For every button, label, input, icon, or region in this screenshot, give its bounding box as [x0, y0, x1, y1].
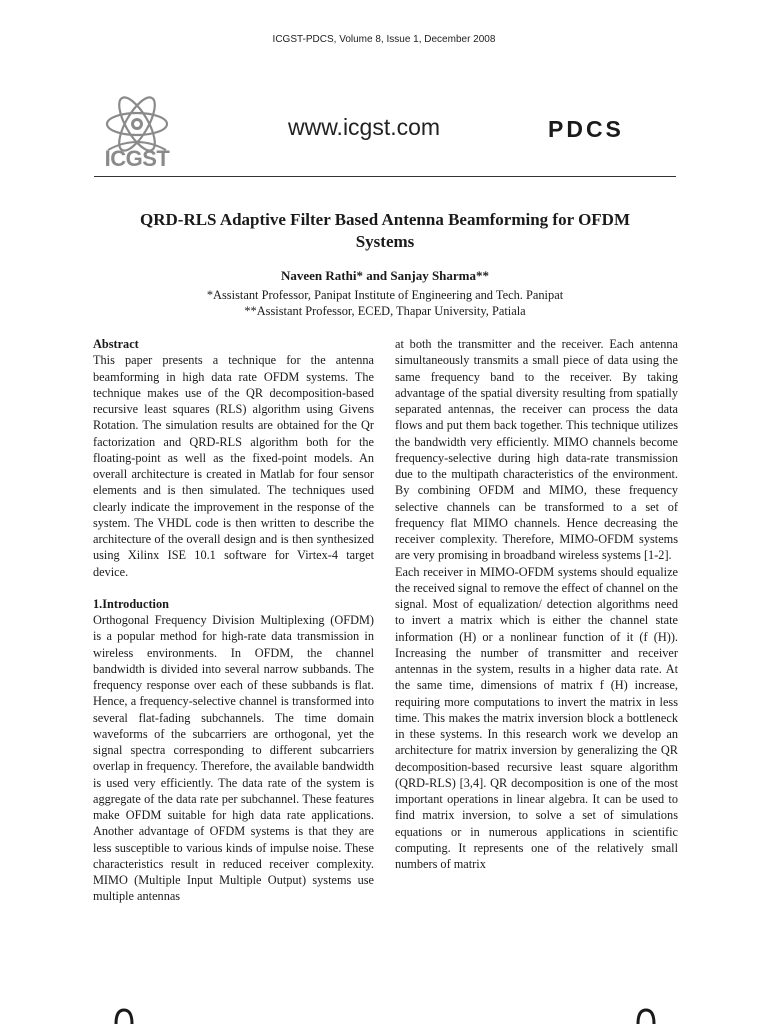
title-line-1: QRD-RLS Adaptive Filter Based Antenna Beamforming for OFDM: [140, 210, 630, 229]
footer-ornament-icon: [114, 1006, 134, 1024]
abstract-text: This paper presents a technique for the antenna beamforming in high data rate OFDM systems. The technique makes use of the QR decomposition-based recursive least squares (RLS) algorithm using Givens Rotation. The simulation results are obtained for the Qr factorization and QRD-RLS algorithm both for the floating-point as well as the fixed-point models. An overall architecture is created in Matlab for four sensor elements and is then simulated. The techniques used clearly indicate the improvement in the response of the system. The VHDL code is then written to describe the architecture of the overall design and is then synthesized using Xilinx ISE 10.1 software for Virtex-4 target device.: [93, 353, 374, 579]
left-column: [93, 336, 374, 905]
right-column: [395, 336, 678, 872]
affiliation-2: **Assistant Professor, ECED, Thapar University, Patiala: [244, 304, 526, 318]
logo-text: ICGST: [104, 146, 170, 171]
atom-icon: [94, 94, 180, 154]
running-head: ICGST-PDCS, Volume 8, Issue 1, December 2008: [272, 34, 496, 45]
paper-title: [94, 209, 676, 253]
journal-name: PDCS: [548, 116, 624, 142]
affiliation-1: *Assistant Professor, Panipat Institute of Engineering and Tech. Panipat: [206, 288, 564, 302]
header-rule: [94, 176, 676, 177]
authors: Naveen Rathi* and Sanjay Sharma**: [280, 268, 490, 283]
intro-heading: 1.Introduction: [93, 596, 169, 611]
abstract-heading: Abstract: [93, 337, 139, 351]
section-gap: [93, 580, 374, 596]
site-url[interactable]: www.icgst.com: [288, 114, 441, 140]
intro-text: Orthogonal Frequency Division Multiplexing (OFDM) is a popular method for high-rate data transmission in wireless environments. In OFDM, the channel bandwidth is divided into several narrow subbands. The frequency response over each of these subbands is flat. Hence, a frequency-selective channel is transformed into several flat-fading subchannels. The time domain waveforms of the subcarriers are orthogonal, yet the signal spectra corresponding to different subcarriers overlap in frequency. Therefore, the available bandwidth is used very efficiently. The data rate of the system is aggregate of the data rate per subchannel. These features make OFDM suitable for high data rate applications. Another advantage of OFDM systems is that they are less susceptible to various kinds of impulse noise. These characteristics result in reduced receiver complexity. MIMO (Multiple Input Multiple Output) systems use multiple antennas: [93, 613, 374, 904]
title-line-2: Systems: [355, 232, 415, 251]
body-paragraph-1: at both the transmitter and the receiver. Each antenna simultaneously transmits a small piece of data using the same frequency band to the receiver. By taking advantage of the spatial diversity resulting from spatially separated antennas, the receiver can process the data flows and put them back together. This technique utilizes the bandwidth very efficiently. MIMO channels become frequency-selective during high data-rate transmission due to the multipath characteristics of the environment. By combining OFDM and MIMO, these frequency selective channels can be transformed to a set of frequency flat MIMO channels. Hence decreasing the receiver complexity. Therefore, MIMO-OFDM systems are very promising in broadband wireless systems [1-2].: [395, 337, 678, 563]
footer-ornament-icon: [636, 1006, 656, 1024]
icgst-logo: [94, 94, 180, 174]
body-paragraph-2: Each receiver in MIMO-OFDM systems should equalize the received signal to remove the effect of channel on the signal. Most of equalization/ detection algorithms need to invert a matrix which is either the channel state information (H) or a nonlinear function of it (f (H)). Increasing the number of transmitter and receiver antennas in the system, results in a higher data rate. At the same time, dimensions of matrix f (H) increase, requiring more computations to invert the matrix in less time. This makes the matrix inversion block a bottleneck in these systems. In this research work we develop an architecture for matrix inversion by generalizing the QR decomposition-based recursive least square algorithm (QRD-RLS) [3,4]. QR decomposition is one of the most important operations in linear algebra. It can be used to find matrix inversion, to solve a set of simulations equations or in numerous applications in scientific computing. It represents one of the relatively small numbers of matrix: [395, 564, 678, 871]
